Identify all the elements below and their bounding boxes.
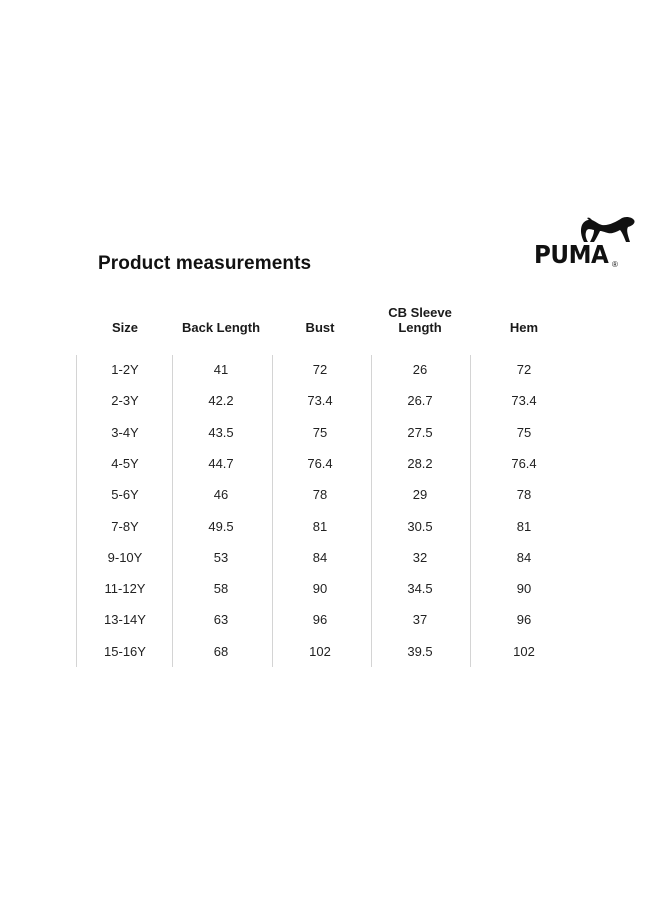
table-cell-cb-sleeve-length: 28.2 — [407, 455, 433, 471]
table-cell-back-length: 42.2 — [208, 393, 234, 409]
table-cell-bust: 76.4 — [307, 455, 333, 471]
table-cell-bust: 78 — [312, 487, 328, 503]
column-divider — [172, 355, 173, 667]
column-header-line: Back Length — [181, 320, 261, 335]
size-cell: 15-16Y — [104, 643, 146, 659]
table-cell-hem: 96 — [516, 612, 532, 628]
table-cell-hem: 90 — [516, 581, 532, 597]
table-cell-back-length: 58 — [213, 581, 229, 597]
column-header-hem — [510, 320, 538, 335]
table-cell-cb-sleeve-length: 39.5 — [407, 643, 433, 659]
table-cell-cb-sleeve-length: 26.7 — [407, 393, 433, 409]
size-cell: 5-6Y — [111, 487, 139, 503]
table-cell-bust: 81 — [312, 518, 328, 534]
table-cell-back-length: 63 — [213, 612, 229, 628]
column-header-line: Bust — [305, 320, 335, 335]
column-header-line: Length — [398, 320, 442, 335]
table-cell-cb-sleeve-length: 32 — [412, 549, 428, 565]
table-cell-hem: 81 — [516, 518, 532, 534]
table-cell-bust: 73.4 — [307, 393, 333, 409]
table-cell-back-length: 44.7 — [208, 455, 234, 471]
table-cell-bust: 72 — [312, 362, 328, 377]
size-cell: 11-12Y — [104, 581, 146, 597]
column-header-bust — [306, 320, 335, 335]
table-cell-bust: 102 — [309, 643, 331, 659]
table-cell-bust: 84 — [312, 549, 328, 565]
table-cell-hem: 76.4 — [511, 455, 537, 471]
column-header-line: Size — [111, 320, 139, 335]
table-cell-bust: 96 — [312, 612, 328, 628]
size-cell: 3-4Y — [111, 424, 139, 440]
table-cell-cb-sleeve-length: 27.5 — [407, 424, 433, 440]
table-cell-back-length: 53 — [213, 549, 229, 565]
table-cell-back-length: 49.5 — [208, 518, 234, 534]
table-cell-cb-sleeve-length: 34.5 — [407, 581, 433, 597]
size-cell: 2-3Y — [111, 393, 139, 409]
table-cell-cb-sleeve-length: 29 — [412, 487, 428, 503]
column-header-line: CB Sleeve — [388, 305, 452, 320]
size-cell: 7-8Y — [111, 518, 139, 534]
table-cell-cb-sleeve-length: 37 — [412, 612, 428, 628]
column-header-back-length — [182, 320, 260, 335]
table-cell-cb-sleeve-length: 26 — [412, 362, 428, 377]
column-divider — [470, 355, 471, 667]
table-cell-bust: 90 — [312, 581, 328, 597]
table-cell-back-length: 43.5 — [208, 424, 234, 440]
registered-mark: ® — [612, 260, 618, 269]
column-divider — [76, 355, 77, 667]
table-cell-bust: 75 — [312, 424, 328, 440]
table-cell-cb-sleeve-length: 30.5 — [407, 518, 433, 534]
table-cell-hem: 72 — [516, 362, 532, 377]
column-header-line: Hem — [509, 320, 539, 335]
column-header-size — [112, 320, 138, 335]
table-cell-hem: 84 — [516, 549, 532, 565]
size-cell: 9-10Y — [107, 549, 143, 565]
table-cell-hem: 75 — [516, 424, 532, 440]
size-cell: 1-2Y — [111, 362, 139, 377]
column-header-cb-sleeve-length — [388, 305, 452, 335]
column-divider — [371, 355, 372, 667]
table-cell-hem: 102 — [513, 643, 535, 659]
column-divider — [272, 355, 273, 667]
puma-wordmark: PUMA — [534, 240, 609, 269]
size-cell: 4-5Y — [111, 455, 139, 471]
puma-logo — [532, 216, 624, 274]
table-cell-back-length: 68 — [213, 643, 229, 659]
size-cell: 13-14Y — [104, 612, 146, 628]
page-title: Product measurements — [98, 253, 312, 274]
table-cell-hem: 78 — [516, 487, 532, 503]
table-cell-hem: 73.4 — [511, 393, 537, 409]
table-cell-back-length: 46 — [213, 487, 229, 503]
table-cell-back-length: 41 — [213, 362, 229, 377]
